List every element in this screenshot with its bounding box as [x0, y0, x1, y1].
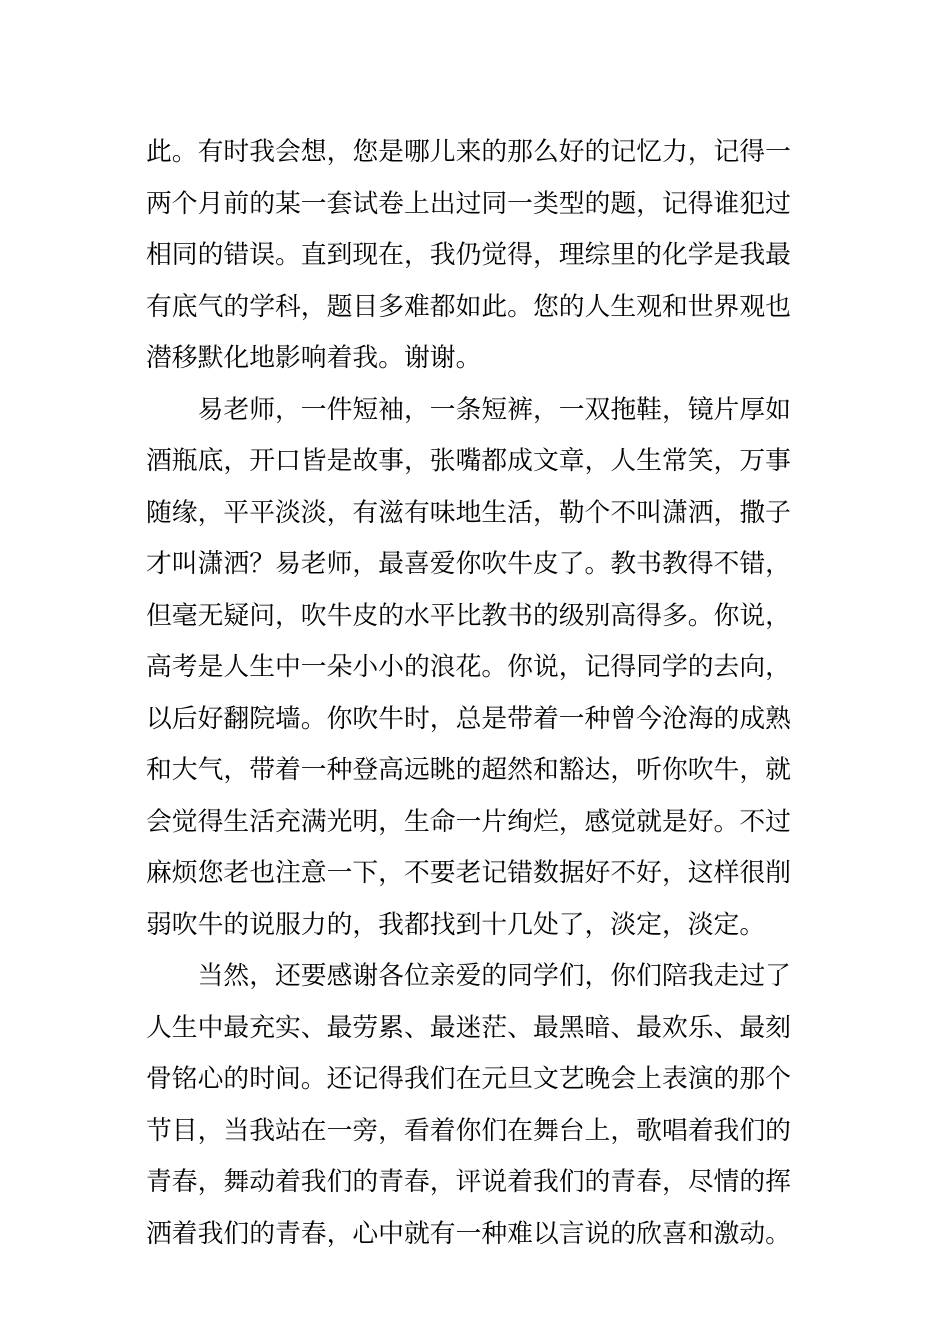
text-line: 以后好翻院墙。你吹牛时，总是带着一种曾今沧海的成熟: [146, 703, 791, 734]
text-line: 两个月前的某一套试卷上出过同一类型的题，记得谁犯过: [146, 188, 791, 219]
text-line: 易老师，一件短袖，一条短裤，一双拖鞋，镜片厚如: [146, 394, 791, 425]
paragraph-3: [146, 951, 808, 1260]
paragraph-2: [146, 385, 808, 952]
text-line: 当然，还要感谢各位亲爱的同学们，你们陪我走过了: [146, 961, 791, 991]
document-body: [146, 127, 808, 1260]
text-line: 洒着我们的青春，心中就有一种难以言说的欣喜和激动。: [146, 1218, 791, 1249]
paragraph-1: [146, 127, 808, 385]
text-line: 会觉得生活充满光明，生命一片绚烂，感觉就是好。不过: [146, 806, 791, 837]
text-line: 相同的错误。直到现在，我仍觉得，理综里的化学是我最: [146, 240, 791, 270]
text-line: 有底气的学科，题目多难都如此。您的人生观和世界观也: [146, 291, 791, 322]
text-line: 麻烦您老也注意一下，不要老记错数据好不好，这样很削: [146, 858, 791, 888]
text-line: 随缘，平平淡淡，有滋有味地生活，勒个不叫潇洒，撒子: [146, 497, 791, 528]
text-line: 弱吹牛的说服力的，我都找到十几处了，淡定，淡定。: [146, 909, 766, 940]
text-line: 青春，舞动着我们的青春，评说着我们的青春，尽情的挥: [146, 1167, 791, 1197]
text-line: 节目，当我站在一旁，看着你们在舞台上，歌唱着我们的: [146, 1115, 791, 1146]
text-line: 此。有时我会想，您是哪儿来的那么好的记忆力，记得一: [146, 137, 791, 167]
text-line: 潜移默化地影响着我。谢谢。: [146, 343, 482, 373]
text-line: 才叫潇洒？易老师，最喜爱你吹牛皮了。教书教得不错，: [146, 549, 791, 579]
text-line: 人生中最充实、最劳累、最迷茫、最黑暗、最欢乐、最刻: [146, 1012, 791, 1043]
text-line: 但毫无疑问，吹牛皮的水平比教书的级别高得多。你说，: [146, 600, 791, 631]
text-line: 骨铭心的时间。还记得我们在元旦文艺晚会上表演的那个: [146, 1064, 791, 1094]
text-line: 和大气，带着一种登高远眺的超然和豁达，听你吹牛，就: [146, 755, 791, 785]
text-line: 酒瓶底，开口皆是故事，张嘴都成文章，人生常笑，万事: [146, 446, 791, 476]
text-line: 高考是人生中一朵小小的浪花。你说，记得同学的去向，: [146, 652, 791, 682]
